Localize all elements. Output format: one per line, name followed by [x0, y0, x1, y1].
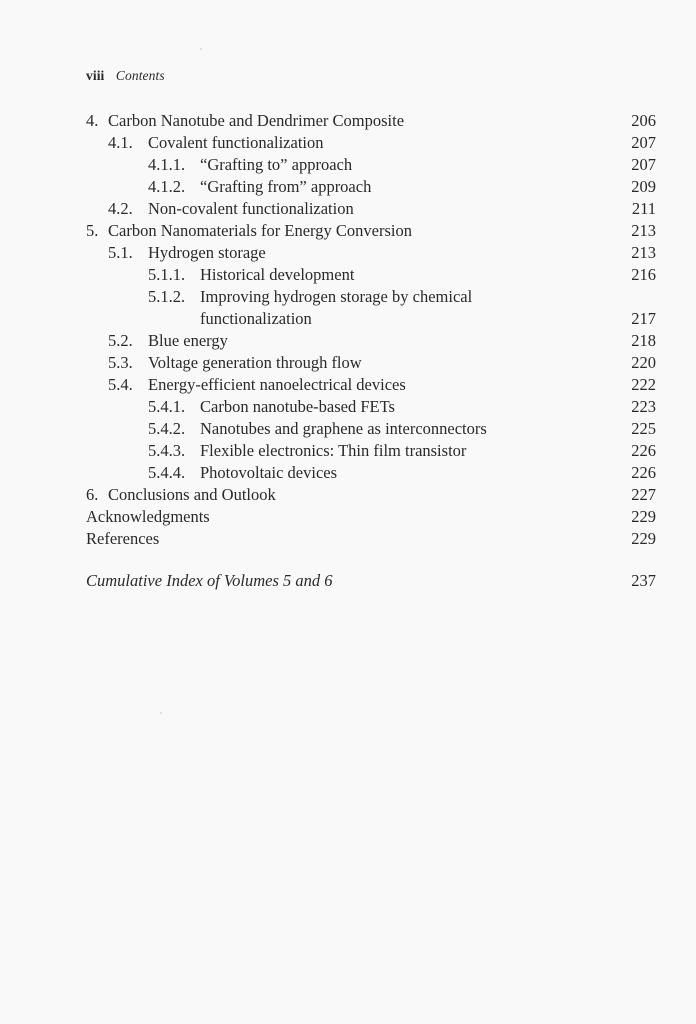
paper-speck — [160, 712, 162, 714]
toc-entry-number: 5.2. — [108, 331, 133, 350]
toc-entry — [86, 484, 656, 506]
toc-entry-number: 4.2. — [108, 199, 133, 218]
toc-entry-number: 6. — [86, 485, 99, 504]
toc-entry-number: 5.1.2. — [148, 287, 186, 306]
toc-entry — [86, 154, 656, 176]
toc-entry — [86, 242, 656, 264]
toc-entry — [86, 330, 656, 352]
toc-entry-page: 237 — [631, 571, 656, 590]
toc-entry-page: 216 — [631, 265, 656, 284]
toc-entry-number: 5.4.2. — [148, 419, 186, 438]
toc-entry-page: 206 — [631, 111, 656, 130]
toc-entry — [86, 396, 656, 418]
page-folio: viii — [86, 68, 105, 83]
toc-entry-number: 4.1.1. — [148, 155, 186, 174]
toc-entry — [86, 132, 656, 154]
toc-entry-title: Improving hydrogen storage by chemical — [200, 287, 473, 306]
toc-entry-number: 5. — [86, 221, 99, 240]
toc-entry-page: 229 — [631, 507, 656, 526]
toc-entry-title: Hydrogen storage — [148, 243, 266, 262]
toc-entry-title: Nanotubes and graphene as interconnectors — [200, 419, 487, 438]
toc-entry-title: References — [86, 529, 160, 548]
toc-entry — [86, 418, 656, 440]
toc-entry-title: Cumulative Index of Volumes 5 and 6 — [86, 571, 333, 590]
toc-entry-title: “Grafting from” approach — [200, 177, 372, 196]
table-of-contents — [86, 110, 656, 592]
toc-entry-number: 5.1. — [108, 243, 133, 262]
paper-speck — [200, 48, 202, 50]
toc-entry-number: 5.4.1. — [148, 397, 186, 416]
toc-entry-page: 211 — [631, 199, 656, 218]
toc-entry-page: 220 — [631, 353, 656, 372]
toc-entry-title: Conclusions and Outlook — [108, 485, 276, 504]
toc-entry-title: Covalent functionalization — [148, 133, 324, 152]
toc-entry-page: 222 — [631, 375, 656, 394]
toc-entry-page: 229 — [631, 529, 656, 548]
toc-entry-number: 4. — [86, 111, 99, 130]
toc-entry — [86, 570, 656, 592]
toc-entry-title: Blue energy — [148, 331, 228, 350]
toc-entry — [86, 462, 656, 484]
toc-entry-page: 217 — [631, 309, 656, 328]
toc-entry — [86, 374, 656, 396]
toc-entry — [86, 198, 656, 220]
toc-entry-title: Carbon nanotube-based FETs — [200, 397, 395, 416]
toc-entry — [86, 176, 656, 198]
toc-entry — [86, 110, 656, 132]
toc-entry-title: Energy-efficient nanoelectrical devices — [148, 375, 406, 394]
toc-entry-page: 207 — [631, 133, 656, 152]
toc-entry-title: Carbon Nanotube and Dendrimer Composite — [108, 111, 405, 130]
toc-entry-title: “Grafting to” approach — [200, 155, 353, 174]
toc-entry-title: Historical development — [200, 265, 355, 284]
toc-entry-page: 213 — [631, 243, 656, 262]
toc-entry-page: 226 — [631, 463, 656, 482]
toc-entry-title-continued: functionalization — [200, 309, 312, 328]
toc-entry-number: 4.1.2. — [148, 177, 186, 196]
toc-entry-number: 5.4. — [108, 375, 133, 394]
toc-entry-title: Carbon Nanomaterials for Energy Conversion — [108, 221, 412, 240]
toc-entry-page: 207 — [631, 155, 656, 174]
toc-entry — [86, 220, 656, 242]
toc-entry — [86, 352, 656, 374]
toc-entry-continuation — [86, 308, 656, 330]
toc-entry-page: 226 — [631, 441, 656, 460]
toc-entry-title: Flexible electronics: Thin film transistor — [200, 441, 467, 460]
toc-entry-title: Voltage generation through flow — [148, 353, 362, 372]
toc-entry-page: 227 — [631, 485, 656, 504]
toc-entry-number: 5.4.3. — [148, 441, 186, 460]
toc-entry-number: 5.3. — [108, 353, 133, 372]
toc-entry-number: 5.1.1. — [148, 265, 186, 284]
toc-entry-page: 213 — [631, 221, 656, 240]
running-head-title: Contents — [115, 68, 165, 83]
toc-entry-title: Non-covalent functionalization — [148, 199, 354, 218]
toc-entry-title: Acknowledgments — [86, 507, 210, 526]
toc-entry-page: 223 — [631, 397, 656, 416]
toc-entry — [86, 286, 656, 308]
toc-entry-number: 4.1. — [108, 133, 133, 152]
toc-entry — [86, 264, 656, 286]
toc-entry-page: 225 — [631, 419, 656, 438]
toc-entry-page: 218 — [631, 331, 656, 350]
toc-entry-page: 209 — [631, 177, 656, 196]
toc-entry-number: 5.4.4. — [148, 463, 186, 482]
section-gap — [86, 550, 656, 570]
toc-entry — [86, 506, 656, 528]
toc-entry — [86, 440, 656, 462]
toc-entry-title: Photovoltaic devices — [200, 463, 338, 482]
toc-entry — [86, 528, 656, 550]
running-head — [86, 68, 165, 84]
